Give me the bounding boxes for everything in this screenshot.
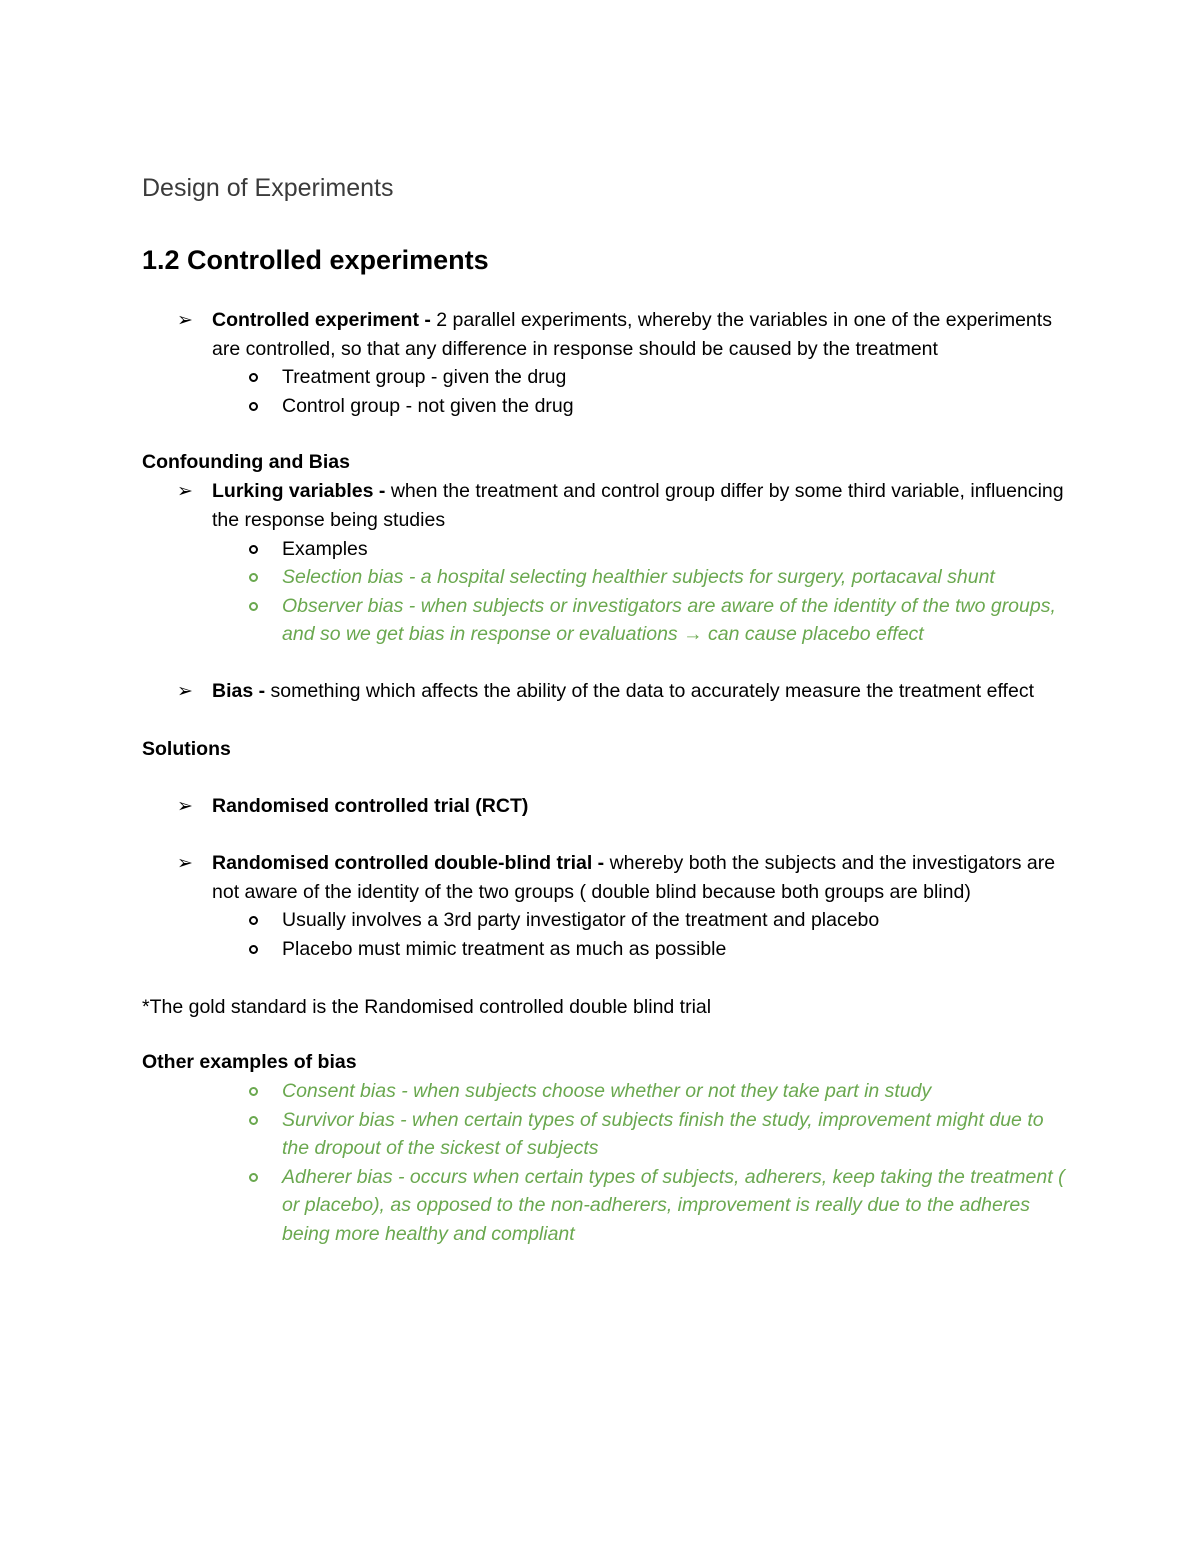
hollow-circle-bullet-icon: [249, 545, 258, 554]
sub-item-consent-bias: [142, 1077, 1072, 1106]
bullet-lurking-variables: [142, 477, 1072, 534]
term-controlled-experiment: Controlled experiment -: [212, 309, 437, 331]
hollow-circle-bullet-icon: [249, 1116, 258, 1125]
sub-item-text: Observer bias - when subjects or investigators are aware of the identity of the two groups, and so we get bias in response or evaluations → can cause placebo effect: [282, 594, 1056, 646]
gold-standard-note: *The gold standard is the Randomised controlled double blind trial: [142, 995, 712, 1018]
sub-item-text: Survivor bias - when certain types of subjects finish the study, improvement might due to the dropout of the sickest of subjects: [282, 1108, 1044, 1160]
sub-item-observer-bias: [142, 592, 1072, 649]
sub-item-text: Usually involves a 3rd party investigator of the treatment and placebo: [282, 909, 880, 932]
definition-bias: something which affects the ability of the data to accurately measure the treatment effect: [270, 679, 1034, 702]
arrowhead-bullet-icon: ➢: [177, 480, 193, 503]
sub-item-control-group: [142, 392, 1072, 421]
sub-item-text: Examples: [282, 537, 368, 560]
document-body: [142, 170, 1072, 1249]
term-double-blind: Randomised controlled double-blind trial -: [212, 852, 610, 875]
term-bias: Bias -: [212, 679, 271, 702]
sub-item-third-party: [142, 906, 1072, 935]
definition-controlled-experiment: 2 parallel experiments, whereby the variables in one of the experiments are controlled, so that any difference in response should be caused by the treatment: [212, 309, 1052, 360]
hollow-circle-bullet-icon: [249, 1173, 258, 1182]
bullet-double-blind: [142, 849, 1072, 906]
hollow-circle-bullet-icon: [249, 916, 258, 925]
term-rct: Randomised controlled trial (RCT): [212, 794, 529, 817]
sub-item-text: Consent bias - when subjects choose whether or not they take part in study: [282, 1080, 932, 1103]
definition-lurking-variables: when the treatment and control group differ by some third variable, influencing the response being studies: [212, 480, 1064, 531]
sub-item-examples: [142, 535, 1072, 564]
bullet-controlled-experiment: [142, 306, 1072, 363]
definition-double-blind: whereby both the subjects and the investigators are not aware of the identity of the two groups ( double blind because both groups are blind): [212, 852, 1056, 903]
hollow-circle-bullet-icon: [249, 602, 258, 611]
hollow-circle-bullet-icon: [249, 373, 258, 382]
sub-item-text: Selection bias - a hospital selecting healthier subjects for surgery, portacaval shunt: [282, 566, 995, 589]
sub-item-selection-bias: [142, 563, 1072, 592]
arrowhead-bullet-icon: ➢: [177, 679, 193, 702]
hollow-circle-bullet-icon: [249, 945, 258, 954]
hollow-circle-bullet-icon: [249, 1087, 258, 1096]
sub-item-text: Adherer bias - occurs when certain types of subjects, adherers, keep taking the treatment ( or placebo), as opposed to the non-adherers, improvement is really due to the adheres being more healthy and compliant: [282, 1165, 1065, 1246]
arrowhead-bullet-icon: ➢: [177, 852, 193, 875]
sub-item-text: Placebo must mimic treatment as much as possible: [282, 937, 727, 960]
term-lurking-variables: Lurking variables -: [212, 480, 391, 503]
solutions-sub-list: [142, 906, 1072, 963]
sub-item-adherer-bias: [142, 1163, 1072, 1249]
confounding-sub-list: [142, 535, 1072, 649]
arrowhead-bullet-icon: ➢: [177, 794, 193, 817]
hollow-circle-bullet-icon: [249, 573, 258, 582]
bullet-bias: [142, 677, 1072, 706]
sub-item-text: Treatment group - given the drug: [282, 366, 567, 389]
heading-other-examples-of-bias: Other examples of bias: [142, 1051, 357, 1074]
sub-item-treatment-group: [142, 363, 1072, 392]
hollow-circle-bullet-icon: [249, 402, 258, 411]
other-bias-list: [142, 1077, 1072, 1249]
section-heading: 1.2 Controlled experiments: [142, 245, 489, 275]
bullet-rct: [142, 792, 1072, 821]
heading-solutions: Solutions: [142, 737, 231, 760]
arrowhead-bullet-icon: ➢: [177, 309, 193, 331]
sub-item-text: Control group - not given the drug: [282, 394, 574, 417]
heading-confounding-and-bias: Confounding and Bias: [142, 451, 350, 474]
document-title: Design of Experiments: [142, 174, 394, 202]
sub-item-placebo-mimic: [142, 935, 1072, 964]
controlled-sub-list: [142, 363, 1072, 420]
sub-item-survivor-bias: [142, 1106, 1072, 1163]
